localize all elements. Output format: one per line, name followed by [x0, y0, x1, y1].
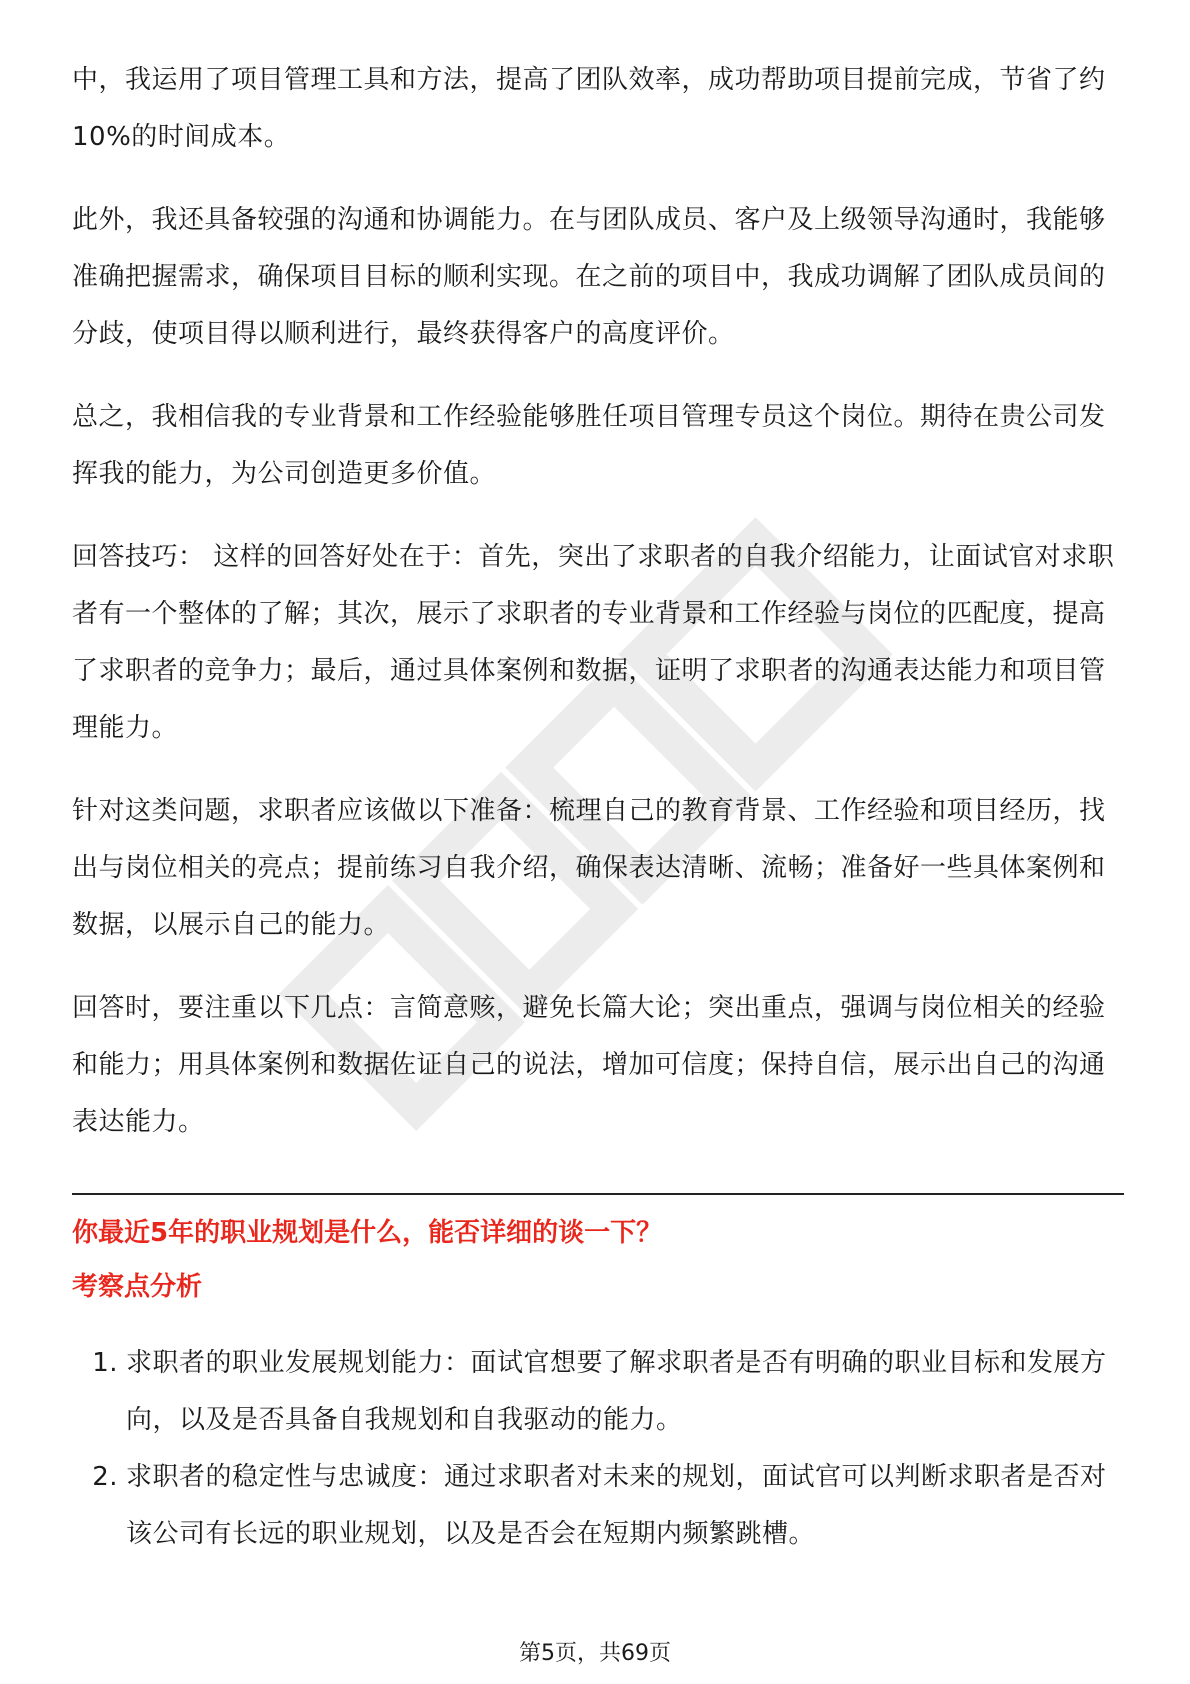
list-item [72, 1449, 1124, 1563]
list-text: 求职者的稳定性与忠诚度：通过求职者对未来的规划，面试官可以判断求职者是否对该公司有长远的职业规划，以及是否会在短期内频繁跳槽。 [126, 1462, 1107, 1549]
list-number: 1. [92, 1348, 118, 1378]
analysis-heading: 考察点分析 [72, 1272, 203, 1302]
list-item [72, 1335, 1124, 1449]
paragraph: 总之，我相信我的专业背景和工作经验能够胜任项目管理专员这个岗位。期待在贵公司发挥我的能力，为公司创造更多价值。 [72, 402, 1106, 489]
analysis-list [72, 1335, 1124, 1563]
list-text: 求职者的职业发展规划能力：面试官想要了解求职者是否有明确的职业目标和发展方向，以及是否具备自我规划和自我驱动的能力。 [126, 1348, 1107, 1435]
list-number: 2. [92, 1462, 118, 1492]
paragraph: 针对这类问题，求职者应该做以下准备：梳理自己的教育背景、工作经验和项目经历，找出与岗位相关的亮点；提前练习自我介绍，确保表达清晰、流畅；准备好一些具体案例和数据，以展示自己的能力。 [72, 796, 1106, 940]
section-divider [72, 1193, 1124, 1195]
paragraph: 此外，我还具备较强的沟通和协调能力。在与团队成员、客户及上级领导沟通时，我能够准确把握需求，确保项目目标的顺利实现。在之前的项目中，我成功调解了团队成员间的分歧，使项目得以顺利进行，最终获得客户的高度评价。 [72, 205, 1106, 349]
question-heading: 你最近5年的职业规划是什么，能否详细的谈一下？ [72, 1218, 663, 1248]
paragraph: 回答时，要注重以下几点：言简意赅，避免长篇大论；突出重点，强调与岗位相关的经验和能力；用具体案例和数据佐证自己的说法，增加可信度；保持自信，展示出自己的沟通表达能力。 [72, 993, 1106, 1137]
page-number-footer: 第5页，共69页 [519, 1641, 671, 1666]
page-content [72, 52, 1124, 1563]
paragraph: 中，我运用了项目管理工具和方法，提高了团队效率，成功帮助项目提前完成，节省了约10%的时间成本。 [72, 65, 1106, 152]
answer-tips-paragraph: 回答技巧： 这样的回答好处在于：首先，突出了求职者的自我介绍能力，让面试官对求职者有一个整体的了解；其次，展示了求职者的专业背景和工作经验与岗位的匹配度，提高了求职者的竞争力；最后，通过具体案例和数据，证明了求职者的沟通表达能力和项目管理能力。 [72, 542, 1115, 743]
